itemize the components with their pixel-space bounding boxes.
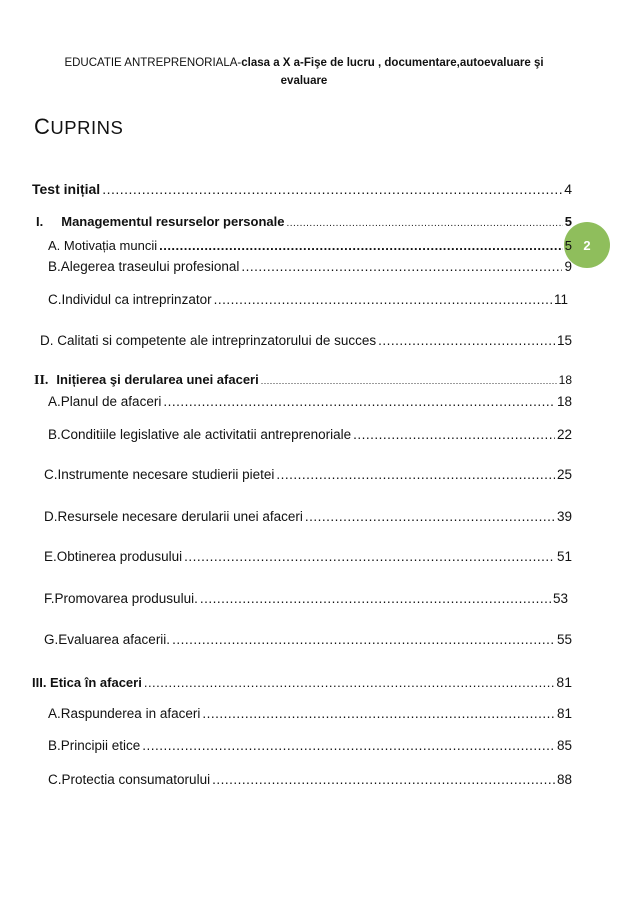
dot-leader bbox=[241, 259, 562, 274]
dot-leader bbox=[261, 376, 557, 386]
dot-leader bbox=[202, 706, 555, 721]
toc-entry-promovarea[interactable] bbox=[44, 591, 568, 606]
dot-leader bbox=[144, 675, 555, 690]
toc-entry-page: 9 bbox=[564, 259, 572, 274]
toc-entry-page: 88 bbox=[556, 772, 572, 787]
toc-section-1[interactable] bbox=[36, 214, 572, 229]
toc-entry-page: 22 bbox=[556, 427, 572, 442]
toc-entry-raspunderea[interactable] bbox=[48, 706, 572, 721]
toc-entry-principii[interactable] bbox=[48, 738, 572, 753]
title-initial: C bbox=[34, 114, 51, 139]
toc-entry-label: D.Resursele necesare derularii unei afaceri bbox=[44, 509, 303, 524]
dot-leader bbox=[378, 333, 555, 348]
toc-entry-label: C.Instrumente necesare studierii pietei bbox=[44, 467, 275, 482]
toc-entry-evaluarea[interactable] bbox=[44, 632, 572, 647]
dot-leader bbox=[172, 632, 555, 647]
toc-entry-alegerea[interactable] bbox=[48, 259, 572, 274]
page-title bbox=[34, 114, 123, 140]
toc-entry-page: 39 bbox=[556, 509, 572, 524]
section-number: I. bbox=[36, 214, 44, 229]
header-description-cont: evaluare bbox=[280, 75, 328, 87]
toc-entry-label: B.Alegerea traseului profesional bbox=[48, 259, 240, 274]
toc-entry-page: 15 bbox=[556, 333, 572, 348]
toc-entry-page: 25 bbox=[556, 467, 572, 482]
toc-entry-page: 11 bbox=[553, 292, 568, 307]
toc-section-label: Managementul resurselor personale bbox=[61, 214, 285, 229]
page-number-badge: 2 bbox=[564, 222, 610, 268]
toc-entry-planul[interactable] bbox=[48, 394, 572, 409]
document-header bbox=[34, 54, 574, 90]
dot-leader bbox=[286, 218, 562, 229]
dot-leader bbox=[102, 181, 562, 197]
dot-leader bbox=[353, 427, 555, 442]
dot-leader bbox=[184, 549, 555, 564]
toc-section-label: III. Etica în afaceri bbox=[32, 675, 142, 690]
toc-entry-protectia[interactable] bbox=[48, 772, 572, 787]
header-subject: EDUCATIE ANTREPRENORIALA- bbox=[64, 57, 242, 69]
dot-leader bbox=[142, 738, 555, 753]
toc-entry-conditiile[interactable] bbox=[48, 427, 572, 442]
toc-section-page: 18 bbox=[558, 373, 572, 387]
toc-entry-label: B.Conditiile legislative ale activitatii antreprenoriale bbox=[48, 427, 352, 442]
toc-section-page: 81 bbox=[556, 674, 572, 690]
toc-entry-page: 53 bbox=[552, 591, 568, 606]
toc-entry-page: 5 bbox=[564, 238, 572, 253]
toc-entry-instrumente[interactable] bbox=[44, 467, 572, 482]
toc-entry-label: B.Principii etice bbox=[48, 738, 141, 753]
toc-entry-resursele[interactable] bbox=[44, 509, 572, 524]
dot-leader bbox=[276, 467, 555, 482]
title-rest: UPRINS bbox=[50, 117, 124, 138]
toc-section-page: 5 bbox=[564, 214, 572, 229]
dot-leader bbox=[214, 292, 552, 307]
toc-entry-label: A.Planul de afaceri bbox=[48, 394, 162, 409]
toc-entry-page: 18 bbox=[556, 394, 572, 409]
toc-section-3[interactable] bbox=[32, 674, 572, 690]
toc-entry-label: A.Raspunderea in afaceri bbox=[48, 706, 201, 721]
toc-entry-page: 51 bbox=[556, 549, 572, 564]
toc-entry-page: 81 bbox=[556, 706, 572, 721]
toc-entry-individul[interactable] bbox=[48, 292, 568, 307]
toc-section-2[interactable] bbox=[34, 372, 572, 389]
toc-section-label: Inițierea şi derularea unei afaceri bbox=[56, 372, 259, 387]
toc-entry-calitati[interactable] bbox=[40, 333, 572, 348]
section-number: II. bbox=[34, 373, 49, 388]
dot-leader bbox=[200, 591, 551, 606]
toc-entry-page: 85 bbox=[556, 738, 572, 753]
header-description: clasa a X a-Fişe de lucru , documentare,autoevaluare şi bbox=[241, 57, 544, 69]
toc-entry-label: C.Individul ca intreprinzator bbox=[48, 292, 212, 307]
toc-entry-motivatia[interactable] bbox=[48, 238, 572, 253]
toc-entry-label: Test inițial bbox=[32, 181, 101, 197]
dot-leader bbox=[163, 394, 555, 409]
dot-leader bbox=[159, 238, 563, 253]
toc-entry-test-initial[interactable] bbox=[32, 181, 572, 197]
toc-entry-label: E.Obtinerea produsului bbox=[44, 549, 183, 564]
toc-entry-page: 55 bbox=[556, 632, 572, 647]
toc-entry-label: C.Protectia consumatorului bbox=[48, 772, 211, 787]
dot-leader bbox=[212, 772, 555, 787]
toc-entry-label: A. Motivația muncii bbox=[48, 238, 158, 253]
dot-leader bbox=[305, 509, 555, 524]
toc-entry-label: D. Calitati si competente ale intreprinzatorului de succes bbox=[40, 333, 377, 348]
toc-entry-label: F.Promovarea produsului. bbox=[44, 591, 198, 606]
toc-entry-page: 4 bbox=[564, 181, 572, 197]
toc-entry-obtinerea[interactable] bbox=[44, 549, 572, 564]
toc-entry-label: G.Evaluarea afacerii. bbox=[44, 632, 171, 647]
